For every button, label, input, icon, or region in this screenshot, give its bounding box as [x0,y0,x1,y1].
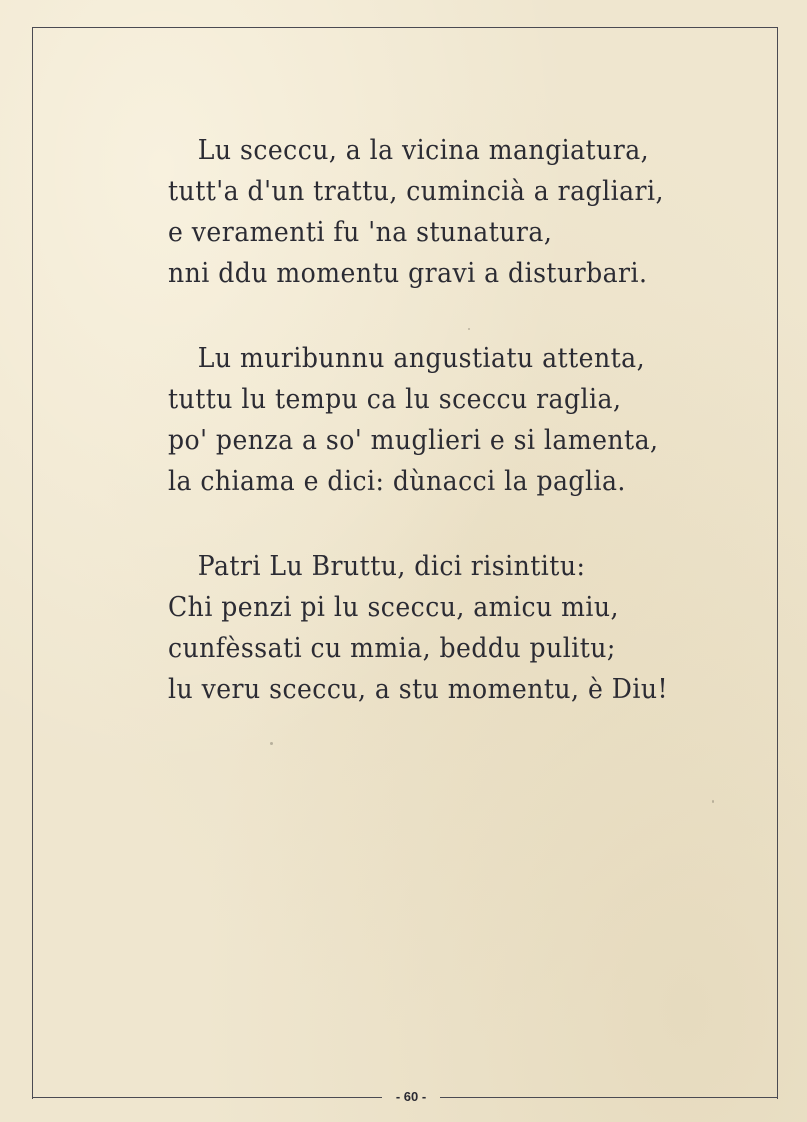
paper-speck [712,800,714,803]
bottom-rule-right [440,1097,778,1098]
verse-line: po' penza a so' muglieri e si lamenta, [168,425,659,456]
verse-line: lu veru sceccu, a stu momentu, è Diu! [168,674,669,705]
verse-line: tutt'a d'un trattu, cumincià a ragliari, [168,176,664,207]
verse-line: la chiama e dici: dùnacci la paglia. [168,466,626,497]
verse-line: nni ddu momentu gravi a disturbari. [168,258,648,289]
stanza-3 [168,546,728,710]
paper-speck [270,742,273,745]
stanza-2 [168,338,728,502]
verse-line: Lu sceccu, a la vicina mangiatura, [197,135,650,166]
poem [168,130,728,754]
verse-line: Lu muribunnu angustiatu attenta, [197,343,646,374]
verse-line: e veramenti fu 'na stunatura, [168,217,553,248]
verse-line: cunfèssati cu mmia, beddu pulitu; [168,633,616,664]
verse-line: tuttu lu tempu ca lu sceccu raglia, [168,384,622,415]
verse-line: Chi penzi pi lu sceccu, amicu miu, [168,592,619,623]
stanza-1 [168,130,728,294]
paper-speck [468,328,470,330]
bottom-rule-left [32,1097,382,1098]
verse-line: Patri Lu Bruttu, dici risintitu: [197,551,586,582]
page-number: - 60 - [395,1089,427,1104]
